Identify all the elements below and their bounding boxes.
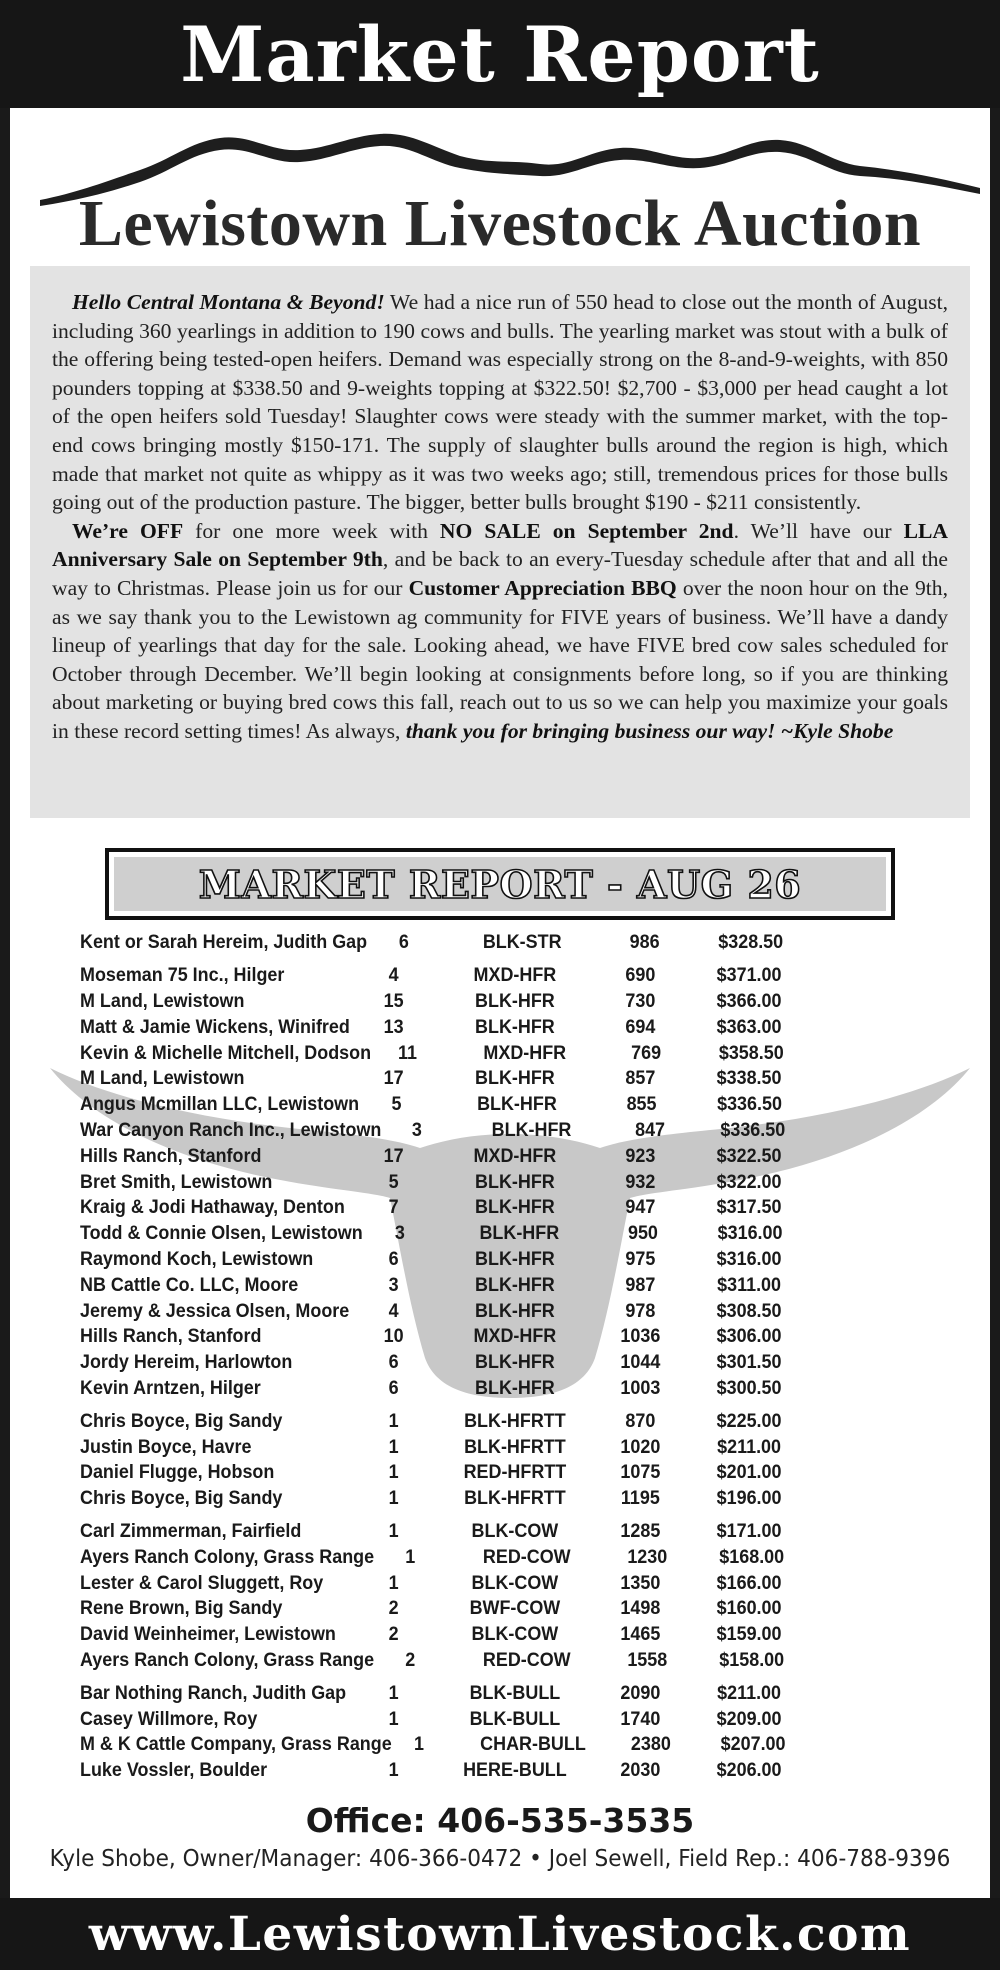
sale-group (80, 963, 880, 1402)
letter-text: We had a nice run of 550 head to close out the month of August, including 360 yearlings in addition to 190 cows and bulls. The yearling market was stout with a bulk of the offering being tested-open heifers. Demand was especially strong on the 8-and-9-weights, with 850 pounders topping at $338.50 and 9-weights topping at $322.50! $2,700 - $3,000 per head caught a lot of the open heifers sold Tuesday! Slaughter cows were steady with the summer market, with the top-end cows bringing mostly $150-171. The supply of slaughter bulls around the region is high, which made that market not quite as whippy as it was two weeks ago; still, tremendous prices for those bulls going out of the production pasture. The bigger, better bulls brought $190 - $211 consistently. (52, 290, 949, 515)
weight-cell: 1350 (620, 1571, 661, 1594)
price-cell: $166.00 (716, 1571, 782, 1594)
price-cell: $300.50 (716, 1376, 782, 1399)
seller-name-cell: David Weinheimer, Lewistown (80, 1623, 336, 1646)
seller-name-cell: Kraig & Jodi Hathaway, Denton (80, 1196, 345, 1219)
head-count-cell: 13 (383, 1015, 404, 1038)
head-count-cell: 4 (388, 1299, 399, 1322)
price-cell: $336.50 (717, 1093, 782, 1116)
price-cell: $358.50 (718, 1041, 784, 1064)
seller-name-cell: Ayers Ranch Colony, Grass Range (80, 1648, 375, 1671)
weight-cell: 2030 (620, 1759, 661, 1782)
head-count-cell: 1 (413, 1733, 424, 1756)
head-count-cell: 2 (388, 1597, 399, 1620)
table-row (80, 1143, 816, 1169)
cattle-type-cell: MXD-HFR (473, 964, 557, 987)
report-title-box (105, 848, 895, 920)
cattle-type-cell: HERE-BULL (463, 1759, 567, 1782)
table-row (80, 1014, 816, 1040)
table-row (80, 1040, 816, 1066)
weight-cell: 1230 (627, 1545, 668, 1568)
cattle-type-cell: BLK-COW (471, 1571, 559, 1594)
table-row (80, 1066, 816, 1092)
table-row (80, 1324, 816, 1350)
cattle-type-cell: BLK-HFR (475, 1170, 555, 1193)
seller-name-cell: Bret Smith, Lewistown (80, 1170, 273, 1193)
seller-name-cell: M Land, Lewistown (80, 1067, 245, 1090)
cattle-type-cell: CHAR-BULL (480, 1733, 586, 1756)
price-cell: $322.00 (716, 1170, 782, 1193)
weight-cell: 730 (625, 989, 656, 1012)
head-count-cell: 10 (383, 1325, 404, 1348)
table-row (80, 1118, 816, 1144)
weight-cell: 1044 (620, 1351, 661, 1374)
seller-name-cell: Kevin & Michelle Mitchell, Dodson (80, 1041, 372, 1064)
table-row (80, 1680, 816, 1706)
table-row (80, 1092, 816, 1118)
head-count-cell: 17 (383, 1067, 404, 1090)
report-title: MARKET REPORT - AUG 26 (114, 857, 886, 911)
price-cell: $211.00 (717, 1681, 782, 1704)
head-count-cell: 1 (388, 1461, 399, 1484)
weight-cell: 855 (626, 1093, 657, 1116)
price-cell: $207.00 (720, 1733, 786, 1756)
cattle-type-cell: BLK-COW (471, 1623, 559, 1646)
weight-cell: 847 (635, 1118, 666, 1141)
head-count-cell: 17 (383, 1144, 404, 1167)
table-row (80, 1596, 816, 1622)
cattle-type-cell: BLK-HFRTT (464, 1435, 566, 1458)
weight-cell: 690 (625, 964, 656, 987)
weight-cell: 1285 (620, 1519, 661, 1542)
seller-name-cell: Lester & Carol Sluggett, Roy (80, 1571, 324, 1594)
cattle-type-cell: BWF-COW (469, 1597, 561, 1620)
weight-cell: 1020 (620, 1435, 661, 1458)
head-count-cell: 3 (394, 1222, 405, 1245)
cattle-type-cell: MXD-HFR (473, 1144, 557, 1167)
table-row (80, 1247, 816, 1273)
cattle-type-cell: BLK-HFR (479, 1222, 560, 1245)
price-cell: $363.00 (716, 1015, 782, 1038)
price-cell: $211.00 (717, 1435, 782, 1458)
head-count-cell: 5 (391, 1093, 402, 1116)
weight-cell: 923 (625, 1144, 656, 1167)
seller-name-cell: Carl Zimmerman, Fairfield (80, 1519, 302, 1542)
head-count-cell: 1 (405, 1545, 416, 1568)
head-count-cell: 11 (397, 1041, 417, 1064)
letter-text: for one more week with (183, 518, 440, 543)
price-cell: $317.50 (716, 1196, 782, 1219)
weight-cell: 986 (629, 931, 660, 954)
cattle-type-cell: BLK-HFR (475, 989, 555, 1012)
seller-name-cell: Angus Mcmillan LLC, Lewistown (80, 1093, 360, 1116)
head-count-cell: 2 (405, 1648, 416, 1671)
office-phone: Office: 406-535-3535 (305, 1801, 695, 1840)
cattle-type-cell: MXD-HFR (483, 1041, 567, 1064)
weight-cell: 947 (625, 1196, 656, 1219)
letter-paragraph-1 (52, 288, 948, 517)
head-count-cell: 1 (388, 1571, 399, 1594)
letter-emphasis: We’re OFF (72, 518, 184, 543)
price-cell: $301.50 (716, 1351, 782, 1374)
cattle-type-cell: BLK-HFR (491, 1118, 572, 1141)
table-row (80, 1408, 816, 1434)
cattle-type-cell: BLK-HFR (475, 1376, 555, 1399)
price-cell: $209.00 (716, 1707, 782, 1730)
letter-text: over the noon hour on the 9th, as we say thank you to the Lewistown ag community for FIVE years of business. We’ll have a dandy lineup of yearlings that day for the sale. Looking ahead, we have FIVE bred cow sales scheduled for October through December. We’ll begin looking at consignments before long, so if you are thinking about marketing or buying bred cows this fall, reach out to us so we can help you maximize your goals in these record setting times! As always, (52, 575, 948, 743)
sales-table (80, 930, 880, 1791)
table-row (80, 1758, 816, 1784)
weight-cell: 2380 (630, 1733, 671, 1756)
bottom-banner (0, 1898, 1000, 1970)
price-cell: $225.00 (716, 1409, 782, 1432)
head-count-cell: 1 (388, 1409, 399, 1432)
cattle-type-cell: BLK-HFRTT (464, 1487, 566, 1510)
weight-cell: 975 (625, 1247, 656, 1270)
price-cell: $316.00 (716, 1247, 782, 1270)
contact-line: Kyle Shobe, Owner/Manager: 406-366-0472 • Joel Sewell, Field Rep.: 406-788-9396 (49, 1846, 951, 1872)
price-cell: $201.00 (716, 1461, 782, 1484)
head-count-cell: 4 (388, 964, 399, 987)
weight-cell: 950 (627, 1222, 658, 1245)
price-cell: $311.00 (717, 1273, 782, 1296)
table-row (80, 1732, 816, 1758)
table-row (80, 1648, 816, 1674)
price-cell: $158.00 (719, 1648, 785, 1671)
price-cell: $160.00 (716, 1597, 782, 1620)
table-row (80, 1622, 816, 1648)
weight-cell: 1740 (620, 1707, 661, 1730)
cattle-type-cell: BLK-STR (482, 931, 562, 954)
weight-cell: 1465 (620, 1623, 661, 1646)
seller-name-cell: M & K Cattle Company, Grass Range (80, 1733, 392, 1756)
main-panel (10, 108, 990, 1898)
table-row (80, 1460, 816, 1486)
weight-cell: 1075 (620, 1461, 661, 1484)
table-row (80, 1221, 816, 1247)
table-row (80, 1706, 816, 1732)
head-count-cell: 1 (388, 1519, 399, 1542)
seller-name-cell: Kent or Sarah Hereim, Judith Gap (80, 931, 368, 954)
weight-cell: 987 (625, 1273, 656, 1296)
table-row (80, 930, 816, 956)
seller-name-cell: Daniel Flugge, Hobson (80, 1461, 275, 1484)
seller-name-cell: Todd & Connie Olsen, Lewistown (80, 1222, 363, 1245)
cattle-type-cell: BLK-BULL (469, 1681, 561, 1704)
seller-name-cell: Ayers Ranch Colony, Grass Range (80, 1545, 375, 1568)
seller-name-cell: Casey Willmore, Roy (80, 1707, 258, 1730)
cattle-type-cell: MXD-HFR (473, 1325, 557, 1348)
letter-emphasis: Customer Appreciation BBQ (408, 575, 677, 600)
price-cell: $371.00 (716, 964, 782, 987)
cattle-type-cell: BLK-HFR (477, 1093, 557, 1116)
head-count-cell: 6 (388, 1247, 399, 1270)
sale-group (80, 1408, 880, 1511)
seller-name-cell: NB Cattle Co. LLC, Moore (80, 1273, 299, 1296)
table-row (80, 1195, 816, 1221)
seller-name-cell: Chris Boyce, Big Sandy (80, 1409, 283, 1432)
weight-cell: 769 (631, 1041, 662, 1064)
table-row (80, 1169, 816, 1195)
seller-name-cell: War Canyon Ranch Inc., Lewistown (80, 1118, 382, 1141)
letter-emphasis: NO SALE on September 2nd (439, 518, 734, 543)
weight-cell: 1036 (620, 1325, 661, 1348)
table-row (80, 1376, 816, 1402)
seller-name-cell: Raymond Koch, Lewistown (80, 1247, 314, 1270)
cattle-type-cell: BLK-HFR (475, 1015, 555, 1038)
price-cell: $308.50 (716, 1299, 782, 1322)
price-cell: $196.00 (716, 1487, 782, 1510)
cattle-type-cell: RED-HFRTT (463, 1461, 567, 1484)
head-count-cell: 5 (388, 1170, 399, 1193)
cattle-type-cell: BLK-HFR (475, 1247, 555, 1270)
seller-name-cell: Bar Nothing Ranch, Judith Gap (80, 1681, 347, 1704)
cattle-type-cell: RED-COW (482, 1648, 571, 1671)
cattle-type-cell: BLK-HFR (475, 1299, 555, 1322)
table-row (80, 963, 816, 989)
cattle-type-cell: BLK-COW (471, 1519, 559, 1542)
price-cell: $338.50 (716, 1067, 782, 1090)
weight-cell: 694 (625, 1015, 656, 1038)
website-link[interactable]: www.LewistownLivestock.com (88, 1906, 912, 1962)
head-count-cell: 6 (388, 1351, 399, 1374)
head-count-cell: 1 (388, 1759, 399, 1782)
top-banner (0, 0, 1000, 108)
head-count-cell: 6 (398, 931, 409, 954)
head-count-cell: 1 (388, 1707, 399, 1730)
sale-group (80, 930, 880, 956)
price-cell: $159.00 (716, 1623, 782, 1646)
weight-cell: 1003 (620, 1376, 661, 1399)
table-row (80, 1544, 816, 1570)
weight-cell: 1195 (620, 1487, 660, 1510)
letter-text: , and be back to an every-Tuesday schedule after that and all the way to Christmas. Please join us for our (52, 547, 948, 600)
price-cell: $366.00 (716, 989, 782, 1012)
cattle-type-cell: BLK-HFRTT (464, 1409, 566, 1432)
table-row (80, 1298, 816, 1324)
table-row (80, 1272, 816, 1298)
weight-cell: 1558 (627, 1648, 668, 1671)
head-count-cell: 1 (388, 1435, 399, 1458)
seller-name-cell: Moseman 75 Inc., Hilger (80, 964, 285, 987)
head-count-cell: 1 (388, 1681, 399, 1704)
seller-name-cell: Justin Boyce, Havre (80, 1435, 252, 1458)
weight-cell: 978 (625, 1299, 656, 1322)
head-count-cell: 6 (388, 1376, 399, 1399)
head-count-cell: 7 (388, 1196, 399, 1219)
price-cell: $168.00 (719, 1545, 785, 1568)
price-cell: $328.50 (718, 931, 784, 954)
seller-name-cell: Kevin Arntzen, Hilger (80, 1376, 261, 1399)
brand-name: Lewistown Livestock Auction (78, 187, 922, 260)
head-count-cell: 1 (388, 1487, 399, 1510)
table-row (80, 1350, 816, 1376)
page-title: Market Report (180, 9, 820, 99)
seller-name-cell: Chris Boyce, Big Sandy (80, 1487, 283, 1510)
letter-text: . We’ll have our (733, 518, 904, 543)
seller-name-cell: M Land, Lewistown (80, 989, 245, 1012)
price-cell: $306.00 (716, 1325, 782, 1348)
weight-cell: 1498 (620, 1597, 661, 1620)
table-row (80, 1486, 816, 1512)
weight-cell: 870 (625, 1409, 656, 1432)
letter-paragraph-2 (52, 517, 948, 746)
head-count-cell: 2 (388, 1623, 399, 1646)
price-cell: $206.00 (716, 1759, 782, 1782)
cattle-type-cell: BLK-BULL (469, 1707, 561, 1730)
weight-cell: 932 (625, 1170, 656, 1193)
weight-cell: 2090 (620, 1681, 661, 1704)
cattle-type-cell: RED-COW (482, 1545, 571, 1568)
head-count-cell: 3 (411, 1118, 422, 1141)
head-count-cell: 15 (383, 989, 404, 1012)
letter-signature: thank you for bringing business our way! ~Kyle Shobe (405, 718, 894, 743)
price-cell: $322.50 (716, 1144, 782, 1167)
table-row (80, 1434, 816, 1460)
seller-name-cell: Hills Ranch, Stanford (80, 1144, 262, 1167)
seller-name-cell: Hills Ranch, Stanford (80, 1325, 262, 1348)
letter-box (30, 266, 970, 818)
sale-group (80, 1680, 880, 1783)
head-count-cell: 3 (388, 1273, 399, 1296)
table-row (80, 989, 816, 1015)
seller-name-cell: Rene Brown, Big Sandy (80, 1597, 283, 1620)
table-row (80, 1570, 816, 1596)
seller-name-cell: Matt & Jamie Wickens, Winifred (80, 1015, 350, 1038)
price-cell: $316.00 (717, 1222, 783, 1245)
cattle-type-cell: BLK-HFR (475, 1351, 555, 1374)
weight-cell: 857 (625, 1067, 656, 1090)
table-row (80, 1519, 816, 1545)
letter-emphasis: LLA Anniversary Sale on September 9th (52, 518, 949, 572)
sale-group (80, 1519, 880, 1674)
cattle-type-cell: BLK-HFR (475, 1196, 555, 1219)
letter-greeting: Hello Central Montana & Beyond! (72, 290, 385, 314)
cattle-type-cell: BLK-HFR (475, 1067, 555, 1090)
price-cell: $336.50 (720, 1118, 786, 1141)
seller-name-cell: Jordy Hereim, Harlowton (80, 1351, 293, 1374)
seller-name-cell: Jeremy & Jessica Olsen, Moore (80, 1299, 350, 1322)
price-cell: $171.00 (716, 1519, 782, 1542)
cattle-type-cell: BLK-HFR (475, 1273, 555, 1296)
seller-name-cell: Luke Vossler, Boulder (80, 1759, 268, 1782)
